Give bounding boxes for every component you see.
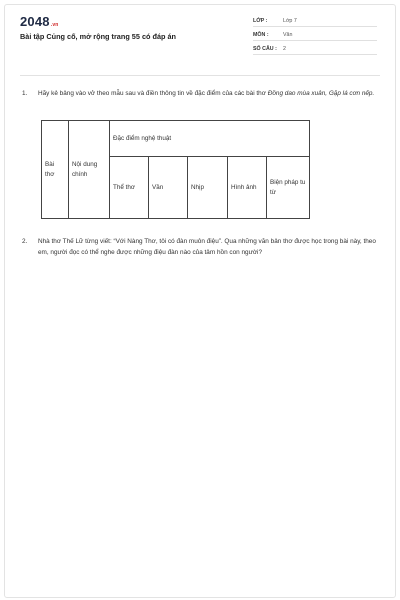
table-header-content: Nội dung chính	[69, 121, 110, 219]
table-subheader-rhythm: Nhịp	[188, 157, 228, 219]
page-title: Bài tập Củng cố, mở rộng trang 55 có đáp án	[20, 32, 177, 41]
meta-label: MÔN :	[253, 32, 269, 38]
meta-label: LỚP :	[253, 18, 268, 24]
meta-row-question-count	[253, 43, 377, 55]
logo-suffix: .vn	[50, 22, 59, 28]
question-number: 1.	[22, 90, 28, 97]
table-subheader-imagery: Hình ảnh	[228, 157, 267, 219]
table-header-poem: Bài thơ	[42, 121, 69, 219]
meta-row-grade	[253, 15, 377, 27]
meta-row-subject	[253, 29, 377, 41]
site-logo[interactable]	[20, 14, 59, 29]
question-number: 2.	[22, 238, 28, 245]
meta-value: 2	[283, 46, 286, 52]
meta-value: Văn	[283, 32, 293, 38]
meta-label: SỐ CÂU :	[253, 46, 277, 52]
meta-value: Lớp 7	[283, 18, 297, 24]
table-subheader-devices: Biện pháp tu từ	[267, 157, 310, 219]
question-text-italic: Đồng dao mùa xuân, Gặp lá cơn nếp.	[267, 90, 375, 97]
header-divider	[20, 75, 380, 76]
answer-table	[41, 120, 310, 219]
question-text	[38, 88, 380, 99]
logo-text: 2048	[20, 14, 50, 29]
table-subheader-rhyme: Vần	[149, 157, 188, 219]
table-header-art-features: Đặc điểm nghệ thuật	[110, 121, 310, 157]
table-subheader-form: Thể thơ	[110, 157, 149, 219]
question-text-plain: Hãy kẻ bảng vào vở theo mẫu sau và điền thông tin về đặc điểm của các bài thơ	[38, 90, 268, 97]
question-text: Nhà thơ Thế Lữ từng viết: “Với Nàng Thơ, tôi có đàn muôn điệu”. Qua những văn bản thơ được học trong bài này, theo em, người đọc có thể nghe được những điệu đàn nào của tâm hồn con người?	[38, 238, 376, 256]
